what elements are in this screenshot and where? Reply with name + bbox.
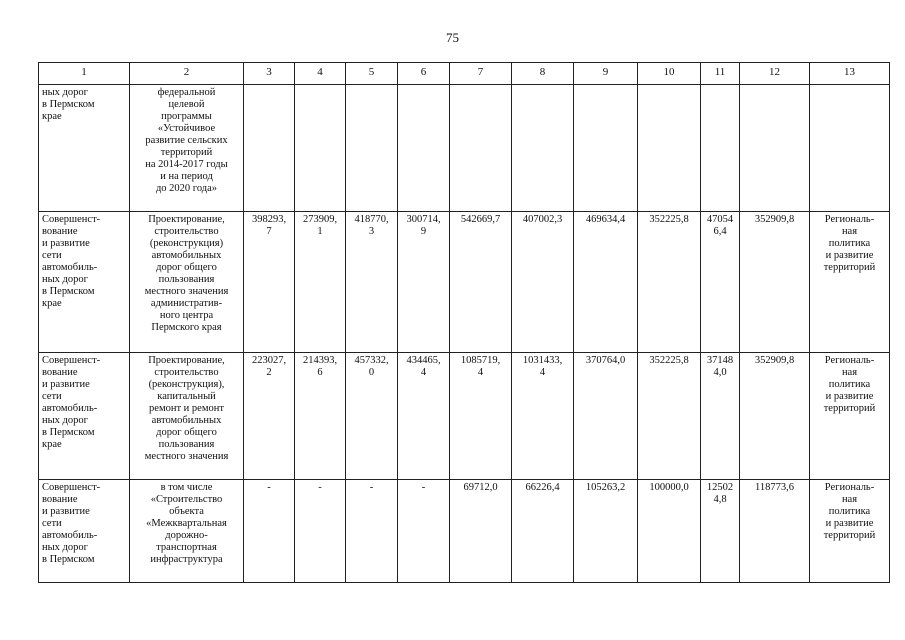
- table-cell-value: [244, 85, 295, 212]
- table-cell-program: [810, 85, 890, 212]
- column-header: 7: [450, 63, 512, 85]
- table-cell-value: 457332, 0: [346, 353, 398, 480]
- table-cell-value: 223027, 2: [244, 353, 295, 480]
- table-cell-value: 1085719, 4: [450, 353, 512, 480]
- table-cell-value: [398, 85, 450, 212]
- column-header: 5: [346, 63, 398, 85]
- table-cell-goal: ных дорог в Пермском крае: [39, 85, 130, 212]
- table-cell-value: 69712,0: [450, 480, 512, 583]
- table-cell-value: 434465, 4: [398, 353, 450, 480]
- table-cell-activity: Проектирование, строительство (реконструкция) автомобильных дорог общего пользования местного значения административ- ного центра Пермского края: [130, 212, 244, 353]
- table-cell-value: 352225,8: [638, 353, 701, 480]
- page-number: 75: [446, 30, 459, 45]
- table-cell-value: 66226,4: [512, 480, 574, 583]
- table-cell-value: 352909,8: [740, 353, 810, 480]
- column-header: 4: [295, 63, 346, 85]
- table-cell-value: 273909, 1: [295, 212, 346, 353]
- table-row: [39, 353, 890, 480]
- table-cell-program: Региональ- ная политика и развитие территорий: [810, 353, 890, 480]
- table-cell-value: 352909,8: [740, 212, 810, 353]
- table-cell-value: [346, 85, 398, 212]
- table-cell-value: [574, 85, 638, 212]
- table-cell-value: -: [398, 480, 450, 583]
- table-cell-program: Региональ- ная политика и развитие территорий: [810, 480, 890, 583]
- table-cell-activity: в том числе «Строительство объекта «Межквартальная дорожно- транспортная инфраструктура: [130, 480, 244, 583]
- column-header: 13: [810, 63, 890, 85]
- column-header: 11: [701, 63, 740, 85]
- table-cell-value: 418770, 3: [346, 212, 398, 353]
- table-cell-value: [701, 85, 740, 212]
- table-header-row: [39, 63, 890, 85]
- column-header: 12: [740, 63, 810, 85]
- column-header: 6: [398, 63, 450, 85]
- table-cell-activity: Проектирование, строительство (реконструкция), капитальный ремонт и ремонт автомобильных дорог общего пользования местного значения: [130, 353, 244, 480]
- table-cell-goal: Совершенст- вование и развитие сети автомобиль- ных дорог в Пермском: [39, 480, 130, 583]
- table-cell-value: 47054 6,4: [701, 212, 740, 353]
- table-row: [39, 85, 890, 212]
- table-cell-value: -: [346, 480, 398, 583]
- table-cell-value: [450, 85, 512, 212]
- table-cell-value: 370764,0: [574, 353, 638, 480]
- table-cell-value: [512, 85, 574, 212]
- table-cell-value: 542669,7: [450, 212, 512, 353]
- table-cell-value: 12502 4,8: [701, 480, 740, 583]
- column-header: 1: [39, 63, 130, 85]
- column-header: 8: [512, 63, 574, 85]
- column-header: 3: [244, 63, 295, 85]
- table-cell-value: 100000,0: [638, 480, 701, 583]
- table-cell-program: Региональ- ная политика и развитие территорий: [810, 212, 890, 353]
- table-cell-value: 469634,4: [574, 212, 638, 353]
- table-cell-value: 1031433, 4: [512, 353, 574, 480]
- table-cell-value: -: [244, 480, 295, 583]
- column-header: 10: [638, 63, 701, 85]
- table-cell-value: 300714, 9: [398, 212, 450, 353]
- table-cell-goal: Совершенст- вование и развитие сети автомобиль- ных дорог в Пермском крае: [39, 353, 130, 480]
- table-cell-value: 214393, 6: [295, 353, 346, 480]
- column-header: 2: [130, 63, 244, 85]
- table-cell-value: [638, 85, 701, 212]
- table-cell-value: 37148 4,0: [701, 353, 740, 480]
- data-table: [38, 62, 890, 583]
- table-cell-value: 398293, 7: [244, 212, 295, 353]
- table-cell-value: -: [295, 480, 346, 583]
- table-row: [39, 212, 890, 353]
- table-cell-value: [740, 85, 810, 212]
- table-cell-value: 352225,8: [638, 212, 701, 353]
- table-cell-value: [295, 85, 346, 212]
- table-cell-value: 118773,6: [740, 480, 810, 583]
- table-row: [39, 480, 890, 583]
- table-cell-goal: Совершенст- вование и развитие сети автомобиль- ных дорог в Пермском крае: [39, 212, 130, 353]
- column-header: 9: [574, 63, 638, 85]
- table-cell-activity: федеральной целевой программы «Устойчивое развитие сельских территорий на 2014-2017 годы и на период до 2020 года»: [130, 85, 244, 212]
- table-cell-value: 407002,3: [512, 212, 574, 353]
- table-cell-value: 105263,2: [574, 480, 638, 583]
